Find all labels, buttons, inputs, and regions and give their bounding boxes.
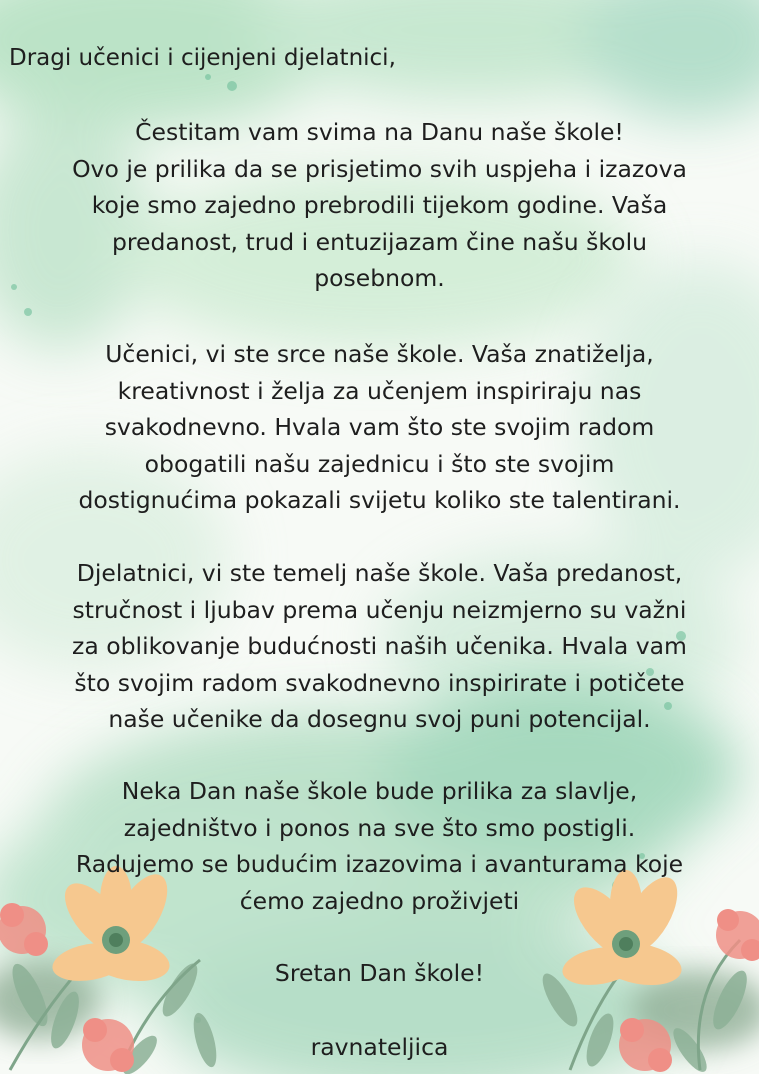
paragraph-congratulations [0,114,759,297]
letter-signature [0,1029,759,1066]
text-line: obogatili našu zajednicu i što ste svojim [144,449,615,478]
text-line: Radujemo se budućim izazovima i avanturama koje [75,850,684,878]
text-line: svakodnevno. Hvala vam što ste svojim radom [104,413,655,441]
letter-closing [0,955,759,992]
text-line: ćemo zajedno proživjeti [239,886,520,915]
text-line: naše učenike da dosegnu svoj puni potencijal. [108,705,651,733]
closing-text: Sretan Dan škole! [274,959,485,987]
paragraph-students [0,336,759,519]
paragraph-staff [0,555,759,738]
text-line: što svojim radom svakodnevno inspirirate i potičete [74,668,685,697]
letter-greeting: Dragi učenici i cijenjeni djelatnici, [9,45,396,71]
signature-text: ravnateljica [310,1033,449,1061]
text-line: predanost, trud i entuzijazam čine našu školu [111,227,647,256]
text-line: dostignućima pokazali svijetu koliko ste talentirani. [78,486,681,514]
text-line: Djelatnici, vi ste temelj naše škole. Vaša predanost, [76,559,683,587]
text-line: Čestitam vam svima na Danu naše škole! [135,118,624,146]
text-line: Učenici, vi ste srce naše škole. Vaša znatiželja, [105,340,654,368]
text-line: posebnom. [314,264,445,292]
text-line: koje smo zajedno prebrodili tijekom godine. Vaša [91,191,668,219]
text-line: stručnost i ljubav prema učenju neizmjerno su važni [72,595,687,624]
paragraph-celebration [0,773,759,919]
text-line: kreativnost i želja za učenjem inspiriraju nas [117,376,642,405]
text-line: za oblikovanje budućnosti naših učenika. Hvala vam [72,632,687,660]
text-line: Ovo je prilika da se prisjetimo svih uspjeha i izazova [72,154,687,183]
text-line: zajedništvo i ponos na sve što smo postigli. [123,813,636,842]
text-line: Neka Dan naše škole bude prilika za slavlje, [121,777,638,805]
